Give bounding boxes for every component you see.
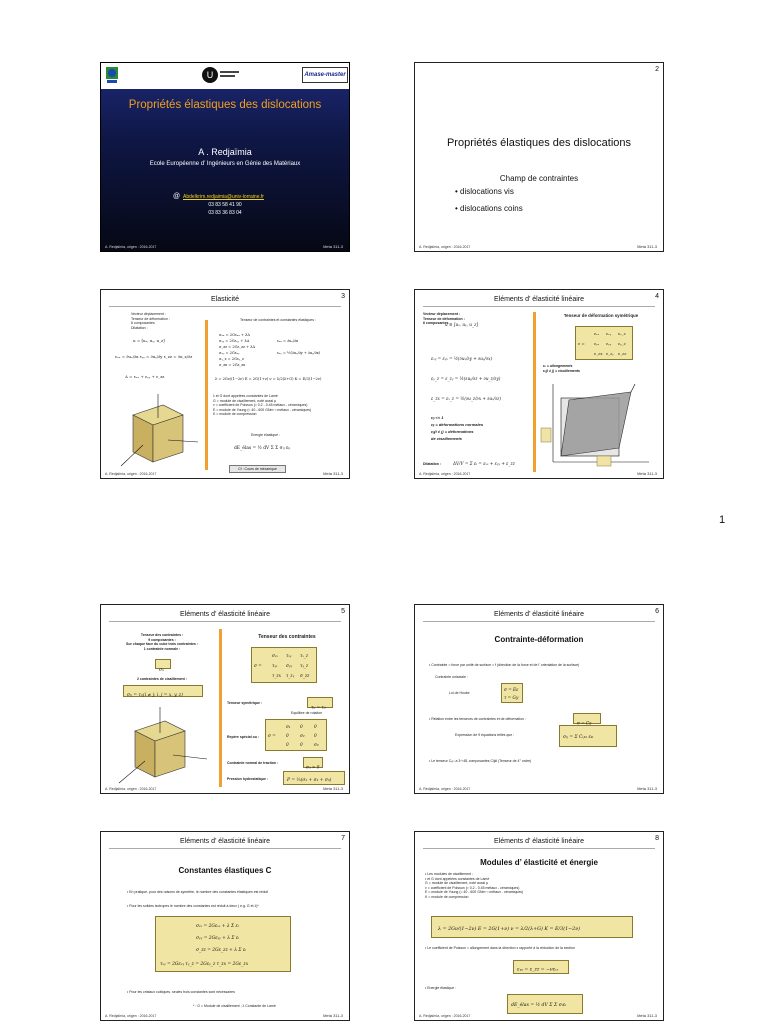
poisson-box	[513, 960, 569, 974]
normal-stress-box	[155, 659, 171, 673]
slide-title: Eléments d’ élasticité linéaire	[423, 296, 655, 307]
slide-title: Eléments d’ élasticité linéaire	[423, 611, 655, 622]
rotation-label: Equilibre de rotation	[291, 711, 323, 715]
shear-stress-box	[123, 685, 203, 697]
moduli-equations-box	[431, 916, 633, 938]
cijkl-note: • Le tenseur Cᵢⱼₖₗ a 3⁴=81 composantes Cijkl (Tenseur de 4° ordre)	[429, 759, 532, 763]
footer-right: Meta 311-3	[637, 1013, 657, 1018]
svg-text:λ = 2Gν/(1−2ν) E = 2G(1+ν): λ = 2Gν/(1−2ν) E = 2G(1+ν) ν = λ/2(λ+G) K = E/3(1−2ν)	[438, 927, 580, 932]
slide-title: Eléments d’ élasticité linéaire	[109, 611, 341, 622]
footer-right: Meta 311-3	[637, 786, 657, 791]
shear-text: 2 contraintes de cisaillement :	[137, 677, 187, 681]
slide-number: 7	[341, 835, 345, 842]
slide-title: Propriétés élastiques des dislocations	[128, 99, 322, 111]
svg-text:σₓᵧ = 2Gεₓᵧ: σₓᵧ = 2Gεₓᵧ	[219, 351, 240, 355]
right-heading: Tenseur des contraintes	[258, 634, 316, 640]
divider	[205, 320, 208, 470]
svg-text:εₓᵧ = ½(∂uₓ/∂y + ∂uᵧ/∂x): εₓᵧ = ½(∂uₓ/∂y + ∂uᵧ/∂x)	[277, 351, 321, 355]
slide-1-title	[100, 62, 350, 252]
pressure-box	[283, 771, 345, 785]
svg-text:0: 0	[286, 742, 289, 747]
isotropic-equations-box	[155, 916, 291, 972]
svg-text:εₓₓ: εₓₓ	[594, 331, 599, 336]
svg-text:σₓₓ = 2Gεₓₓ + λΔ: σₓₓ = 2Gεₓₓ + λΔ	[219, 333, 251, 337]
moduli-notes: • Les modules de cisaillement : • et G dont appelées constantes de Lamé G = module de cisaillement, noté aussi μ ν = coefficient de Poisson (≈ 0.2 - 0.45 métaux - céramiques) E = module de Young (≈ 40 - 600 GNm⁻² métaux - céramiques) K = module de compression	[425, 872, 524, 899]
svg-text:σᵧᵧ = 2Gεᵧᵧ + λ Σ εᵢ: σᵧᵧ = 2Gεᵧᵧ + λ Σ εᵢ	[196, 936, 240, 941]
hooke-label: Loi de Hooke	[449, 691, 470, 695]
svg-text:dE_élas = ½ dV Σ Σ σᵢεᵢ: dE_élas = ½ dV Σ Σ σᵢεᵢ	[511, 1003, 567, 1008]
svg-text:σ_zz = 2Gε_zz + λΔ: σ_zz = 2Gε_zz + λΔ	[219, 345, 256, 349]
phone-2: 03 83 36 83 04	[208, 210, 242, 216]
school-logo-icon	[105, 65, 119, 85]
svg-text:σᵢⱼ = τᵢⱼ(i ≠ j; i, j = x, y,: σᵢⱼ = τᵢⱼ(i ≠ j; i, j = x, y, z)	[127, 693, 183, 698]
svg-text:τᵧₓ: τᵧₓ	[272, 663, 278, 668]
stress-cube-icon	[113, 390, 203, 472]
strain-notes: εᵢⱼ << 1 εᵢᵢ = déformations normales εᵢⱼ(i ≠ j) = déformations de cisaillements	[431, 415, 484, 441]
left-text: Vecteur déplacement : Tenseur de déformation : 6 composantes	[423, 312, 465, 326]
slide-subtitle: Modules d’ élasticité et énergie	[480, 858, 598, 867]
slide-3	[100, 289, 350, 479]
svg-text:τ = Gγ: τ = Gγ	[504, 695, 519, 700]
energy-label: Energie élastique :	[251, 433, 280, 437]
svg-text:τₓᵧ = 2Gεₓᵧ τᵧ_z = 2Gεᵧ_z: τₓᵧ = 2Gεₓᵧ τᵧ_z = 2Gεᵧ_z τ_zx = 2Gε_zx	[160, 962, 249, 967]
university-logo-icon	[201, 66, 241, 84]
svg-text:τᵧ_z: τᵧ_z	[300, 663, 309, 668]
svg-text:0: 0	[286, 733, 289, 738]
moduli-equations	[432, 917, 632, 937]
footer-left: A. Redjaïmia, origen : 2016-2017	[105, 472, 157, 476]
strain-matrix-box	[575, 326, 633, 360]
svg-text:σ = Eε: σ = Eε	[504, 687, 519, 692]
svg-text:εₓ_z: εₓ_z	[618, 331, 626, 336]
logo-strip	[101, 63, 350, 89]
svg-text:εᵧᵧ = ε_zz = −νεₓₓ: εᵧᵧ = ε_zz = −νεₓₓ	[517, 967, 559, 973]
svg-text:εₓᵧ: εₓᵧ	[606, 331, 612, 336]
sheet-page-number: 1	[719, 514, 726, 526]
svg-text:ε_zx: ε_zx	[594, 351, 603, 356]
svg-text:σ₃: σ₃	[314, 742, 319, 747]
svg-text:εᵧᵧ: εᵧᵧ	[606, 341, 612, 346]
svg-text:εᵧₓ: εᵧₓ	[594, 341, 600, 346]
slide-number: 5	[341, 608, 345, 615]
stress-cube-icon	[113, 701, 213, 787]
energy-equation	[226, 440, 326, 454]
svg-text:ε_zz: ε_zz	[618, 351, 627, 356]
svg-text:ε_zᵧ: ε_zᵧ	[606, 351, 614, 356]
slide-7	[100, 831, 350, 1021]
slide-title: Propriétés élastiques des dislocations	[446, 137, 632, 149]
footer-right: Meta 311-3	[323, 244, 343, 249]
svg-text:σ_zz: σ_zz	[300, 673, 310, 678]
svg-text:τ_zᵧ: τ_zᵧ	[286, 673, 295, 678]
author: A . Redjaïmia	[198, 147, 252, 157]
principal-matrix	[266, 720, 326, 750]
svg-text:0: 0	[314, 724, 317, 729]
bullet-edge: • dislocations coins	[455, 204, 523, 213]
svg-text:0: 0	[314, 733, 317, 738]
strain-matrix	[576, 327, 632, 359]
dilatation-equation	[451, 456, 531, 470]
footer-right: Meta 311-3	[323, 786, 343, 791]
footer-left: A. Redjaïmia, origen : 2016-2017	[105, 245, 157, 249]
footer-right: Meta 311-3	[637, 471, 657, 476]
slide-number: 4	[655, 293, 659, 300]
pressure-label: Pression hydrostatique :	[227, 777, 269, 781]
footer-left: A. Redjaïmia, origen : 2016-2017	[105, 1014, 157, 1018]
slide-title: Eléments d’ élasticité linéaire	[423, 838, 655, 849]
svg-text:εₓₓ = ∂uₓ/∂x: εₓₓ = ∂uₓ/∂x	[277, 339, 298, 343]
svg-text:τₓ_z: τₓ_z	[300, 653, 309, 658]
traction-label: Contrainte normal de traction :	[227, 761, 279, 765]
energy-label: • Energie élastique :	[425, 986, 457, 990]
svg-text:U: U	[206, 70, 214, 80]
slide-number: 2	[655, 66, 659, 73]
svg-text:σ_zz = 2Gε_zz + λ Σ εᵢ: σ_zz = 2Gε_zz + λ Σ εᵢ	[196, 948, 247, 953]
slide-number: 8	[655, 835, 659, 842]
tensor-relation-box	[573, 713, 601, 724]
svg-text:σᵧᵧ = 2Gεᵧᵧ + λΔ: σᵧᵧ = 2Gεᵧᵧ + λΔ	[219, 339, 250, 343]
svg-text:εᵧ_z = ε_zᵧ = ½(∂uᵧ/∂z + ∂u_z/: εᵧ_z = ε_zᵧ = ½(∂uᵧ/∂z + ∂u_z/∂y)	[431, 376, 501, 381]
constants-notes: λ et G dont appelées constantes de Lamé G = module de cisaillement, noté aussi μ ν = coefficient de Poisson (≈ 0.2 - 0.45 métaux - céramiques) E = module de Young (≈ 40 - 600 GNm⁻² métaux - céramiques) K = module de compression	[213, 394, 312, 417]
right-heading: Tenseur de contraintes et constantes élastiques :	[240, 318, 316, 322]
allongement-notes: εᵢᵢ = allongements εᵢⱼ(i ≠ j) = cisaillements	[543, 364, 580, 373]
svg-text:σₓₓ = 2Gεₓₓ + λ Σ εᵢ: σₓₓ = 2Gεₓₓ + λ Σ εᵢ	[196, 924, 239, 929]
slide-number: 6	[655, 608, 659, 615]
slide-subtitle: Contrainte-déformation	[494, 635, 584, 644]
isotropic-equations	[156, 917, 290, 971]
svg-text:σᵢᵢ > 0: σᵢᵢ > 0	[306, 764, 320, 770]
svg-text:εₓᵧ = εᵧₓ = ½(∂uₓ/∂y + ∂uᵧ/∂x): εₓᵧ = εᵧₓ = ½(∂uₓ/∂y + ∂uᵧ/∂x)	[431, 356, 493, 361]
divider	[533, 312, 536, 472]
svg-text:0: 0	[300, 742, 303, 747]
line-stress-def: • Contrainte = force par unité de surface = f (direction de la force et de l’ orientation de la surface)	[429, 663, 580, 667]
svg-text:Δ = εₓₓ + εᵧᵧ + ε_zz: Δ = εₓₓ + εᵧᵧ + ε_zz	[125, 374, 165, 379]
svg-text:λ = 2Gν/(1−2ν) E = 2G(1+ν): λ = 2Gν/(1−2ν) E = 2G(1+ν) ν = λ/2(λ+G) K = E/3(1−2ν)	[215, 377, 322, 381]
svg-text:εₓₓ = ∂uₓ/∂x εᵧᵧ = ∂uᵧ/∂y: εₓₓ = ∂uₓ/∂x εᵧᵧ = ∂uᵧ/∂y ε_zz = ∂u_z/∂z	[115, 354, 193, 359]
footer-left: A. Redjaïmia, origen : 2016-2017	[419, 787, 471, 791]
footer-left: A. Redjaïmia, origen : 2016-2017	[419, 472, 471, 476]
svg-text:ε =: ε =	[578, 341, 585, 346]
dilatation-label: Dilatation :	[423, 462, 442, 466]
cijkl-sum-box	[559, 725, 617, 747]
slide-subtitle: Constantes élastiques C	[178, 866, 272, 875]
footer-left: A. Redjaïmia, origen : 2016-2017	[105, 787, 157, 791]
amase-logo: Amase-master	[302, 67, 348, 83]
symmetry-line: • En pratique, pour des raisons de symétrie, le nombre des constantes élastiques est réduit	[127, 890, 269, 894]
svg-text:σₓₓ: σₓₓ	[272, 653, 278, 658]
svg-text:σᵢⱼ = Σ Cᵢⱼₖₗ εₖₗ: σᵢⱼ = Σ Cᵢⱼₖₗ εₖₗ	[563, 735, 594, 740]
svg-text:τₓᵧ: τₓᵧ	[286, 653, 292, 658]
slide-8	[414, 831, 664, 1021]
left-text: Vecteur déplacement : Tenseur de déformation : 6 composantes Dilatation :	[131, 312, 170, 330]
svg-text:τ_zx: τ_zx	[272, 673, 281, 678]
svg-text:σᵢᵢ: σᵢᵢ	[159, 668, 164, 673]
svg-text:εᵧ_z: εᵧ_z	[618, 341, 626, 346]
svg-text:σ₂: σ₂	[300, 733, 305, 738]
slide-5	[100, 604, 350, 794]
phone-1: 03 83 58 41 90	[208, 202, 242, 208]
special-frame-label: Repère spécial ou :	[227, 735, 260, 739]
svg-text:σ_zx = 2Gε_zx: σ_zx = 2Gε_zx	[219, 363, 246, 367]
divider	[219, 629, 222, 787]
symmetry-box	[307, 697, 333, 708]
tensor-relation-label: • Relation entre les tenseurs de contraintes et de déformation :	[429, 717, 526, 721]
footer-left: A. Redjaïmia, origen : 2016-2017	[419, 1014, 471, 1018]
slide-subtitle: Champ de contraintes	[499, 174, 579, 183]
lame-equations	[213, 330, 343, 390]
footnote: * : G = Module de cisaillement ; λ Constante de Lamé	[193, 1004, 276, 1008]
svg-text:σᵧᵧ: σᵧᵧ	[286, 663, 293, 668]
svg-text:u ≡ [uₓ, uᵧ, u_z]: u ≡ [uₓ, uᵧ, u_z]	[445, 322, 478, 327]
slide-title: Elasticité	[109, 296, 341, 307]
cf-course-button[interactable]: Cf : Cours de mécanique	[229, 465, 286, 473]
svg-text:ΔV/V = Σ εᵢ = εₓₓ + εᵧᵧ + ε_zz: ΔV/V = Σ εᵢ = εₓₓ + εᵧᵧ + ε_zz	[453, 461, 515, 466]
footer-right: Meta 311-3	[637, 244, 657, 249]
strain-equations	[115, 336, 205, 382]
left-text: Tenseur des contraintes : 9 composantes : Sur chaque face du cube trois contraintes : 1 contrainte normale :	[126, 633, 198, 651]
isotropic-line: • Pour les solides isotropes le nombre des constantes est réduit à deux ( e.g. G et λ)*	[127, 904, 259, 908]
footer-right: Meta 311-3	[323, 471, 343, 476]
equations-label: Expression de 9 équations telles que :	[455, 733, 515, 737]
email-link[interactable]: Abdelkrim.redjaimia@univ-lorraine.fr	[183, 194, 264, 200]
bullet-screw: • dislocations vis	[455, 187, 514, 196]
slide-4	[414, 289, 664, 479]
uniaxial-label: Contrainte uniaxiale :	[435, 675, 468, 679]
slide-2	[414, 62, 664, 252]
svg-text:σ =: σ =	[268, 733, 276, 738]
cubic-line: • Pour les cristaux cubiques, seules trois constantes sont nécessaires	[127, 990, 235, 994]
school-name: Ecole Européenne d’ Ingénieurs en Génie des Matériaux	[149, 161, 301, 167]
stress-matrix-box	[251, 647, 317, 683]
svg-text:ε_zx = εₓ_z = ½(∂u_z/∂x + ∂uₓ/: ε_zx = εₓ_z = ½(∂u_z/∂x + ∂uₓ/∂z)	[431, 396, 502, 401]
symmetric-label: Tenseur symétrique :	[227, 701, 263, 705]
slide-6	[414, 604, 664, 794]
slide-title: Eléments d’ élasticité linéaire	[109, 838, 341, 849]
footer-left: A. Redjaïmia, origen : 2016-2017	[419, 245, 471, 249]
svg-text:u = [uₓ, uᵧ, u_z]: u = [uₓ, uᵧ, u_z]	[133, 338, 165, 343]
svg-text:dE_élas = ½ dV Σ Σ σᵢⱼ εᵢⱼ: dE_élas = ½ dV Σ Σ σᵢⱼ εᵢⱼ	[234, 446, 291, 451]
traction-box	[303, 757, 323, 768]
hooke-box	[501, 683, 523, 703]
svg-text:σ =: σ =	[254, 663, 262, 668]
svg-text:0: 0	[300, 724, 303, 729]
svg-text:τᵢⱼ = τⱼᵢ: τᵢⱼ = τⱼᵢ	[311, 704, 326, 710]
svg-text:P = ⅓(σ₁ + σ₂ + σ₃): P = ⅓(σ₁ + σ₂ + σ₃)	[287, 778, 332, 783]
slide-number: 3	[341, 293, 345, 300]
svg-text:σᵧ_z = 2Gεᵧ_z: σᵧ_z = 2Gεᵧ_z	[219, 357, 244, 361]
shear-deformation-diagram	[539, 378, 663, 468]
svg-text:σ₁: σ₁	[286, 724, 291, 729]
stress-matrix	[252, 648, 316, 682]
principal-matrix-box	[265, 719, 327, 751]
poisson-line: • Le coefficient de Poisson = allongement dans la direction x rapporté à la réduction de la section	[425, 946, 575, 950]
right-heading: Tenseur de déformation symétrique	[563, 313, 639, 318]
strain-tensor-equations	[425, 316, 535, 414]
at-icon: @	[173, 193, 181, 200]
svg-text:σ = Cε: σ = Cε	[577, 720, 592, 726]
footer-right: Meta 311-3	[323, 1013, 343, 1018]
energy-box	[507, 994, 583, 1014]
